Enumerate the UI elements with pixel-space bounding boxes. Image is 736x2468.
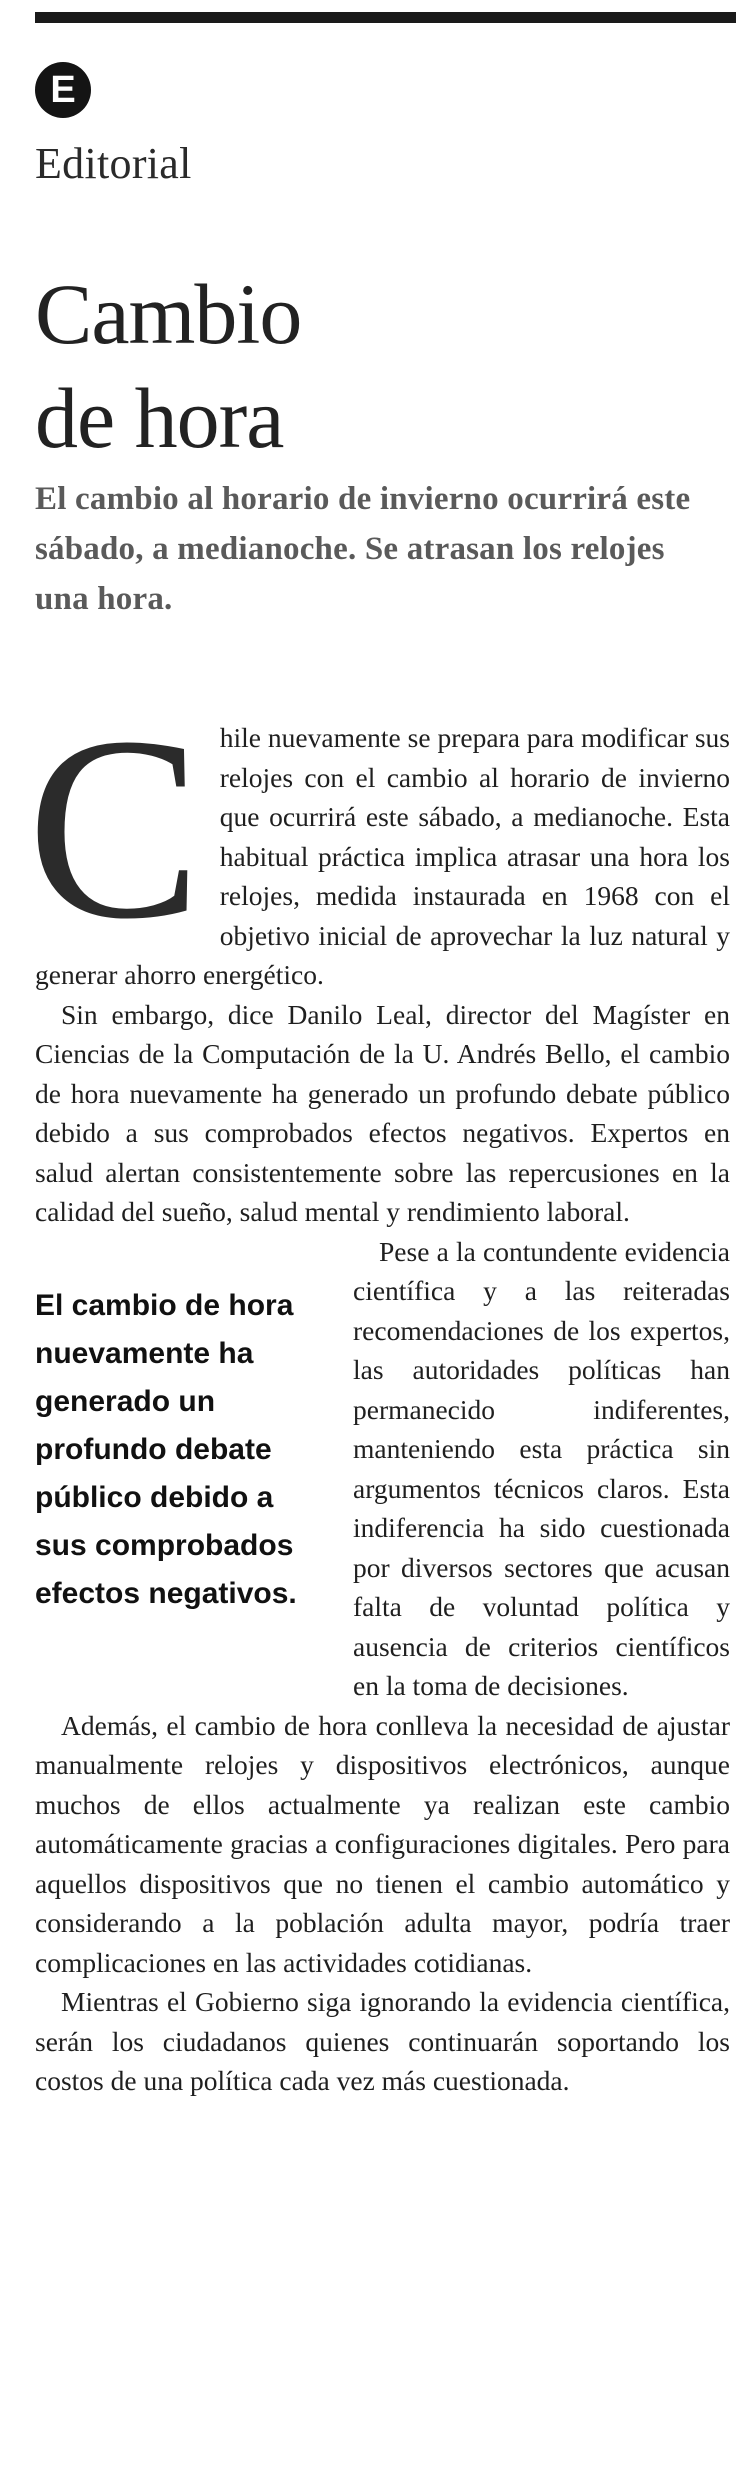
drop-cap: C	[27, 683, 202, 973]
headline-line-2: de hora	[35, 370, 284, 466]
paragraph-3-text: Pese a la contundente evidencia científica y a las reiteradas recomendaciones de los expertos, las autoridades políticas han permanecido indiferentes, manteniendo esta práctica sin argumentos técnicos claros. Esta indiferencia ha sido cuestionada por diversos sectores que acusan falta de voluntad política y ausencia de criterios científicos en la toma de decisiones.	[353, 1235, 730, 1701]
section-label: Editorial	[35, 139, 192, 188]
top-rule	[35, 12, 736, 23]
section-badge: E	[35, 62, 91, 118]
paragraph-2: Sin embargo, dice Danilo Leal, director del Magíster en Ciencias de la Computación de la U. Andrés Bello, el cambio de hora nuevamente ha generado un profundo debate público debido a sus comprobados efectos negativos. Expertos en salud alertan consistentemente sobre las repercusiones en la calidad del sueño, salud mental y rendimiento laboral.	[35, 998, 730, 1227]
article-body	[27, 683, 730, 2101]
paragraph-5: Mientras el Gobierno siga ignorando la evidencia científica, serán los ciudadanos quienes continuarán soportando los costos de una política cada vez más cuestionada.	[35, 1986, 730, 2096]
dek: El cambio al horario de invierno ocurrirá este sábado, a medianoche. Se atrasan los relojes una hora.	[35, 481, 691, 617]
headline	[35, 262, 695, 470]
paragraph-3	[35, 1232, 730, 1706]
pull-quote: El cambio de hora nuevamente ha generado un profundo debate público debido a sus comprobados efectos negativos.	[35, 1288, 297, 1610]
paragraph-1	[27, 683, 730, 995]
paragraph-1-text: hile nuevamente se prepara para modificar sus relojes con el cambio al horario de invierno que ocurrirá este sábado, a medianoche. Esta habitual práctica implica atrasar una hora los relojes, medida instaurada en 1968 con el objetivo inicial de aprovechar la luz natural y generar ahorro energético.	[35, 722, 730, 990]
paragraph-4: Además, el cambio de hora conlleva la necesidad de ajustar manualmente relojes y dispositivos electrónicos, aunque muchos de ellos actualmente ya realizan este cambio automáticamente gracias a configuraciones digitales. Pero para aquellos dispositivos que no tienen el cambio automático y considerando a la población adulta mayor, podría traer complicaciones en las actividades cotidianas.	[35, 1709, 730, 1978]
headline-line-1: Cambio	[35, 266, 302, 362]
